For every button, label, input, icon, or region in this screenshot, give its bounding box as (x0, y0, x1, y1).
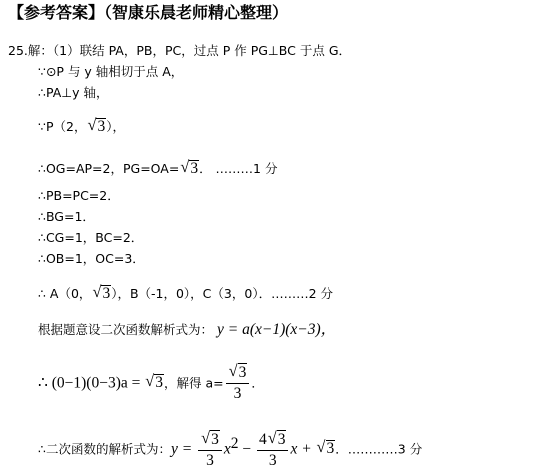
radicand: 3 (238, 364, 247, 381)
line-12 (38, 364, 264, 404)
line-4 (38, 118, 125, 135)
x-variable: x (223, 440, 231, 458)
line-9: ∴OB=1，OC=3． (38, 251, 145, 266)
radicand: 3 (155, 374, 163, 392)
line-10 (38, 285, 333, 302)
problem-number: 25.解： (8, 43, 53, 58)
radicand: 3 (211, 431, 219, 448)
sqrt-symbol (180, 160, 199, 177)
line-10-pre: ∴ A（0， (38, 286, 92, 301)
line-13 (38, 430, 422, 470)
line-7: ∴BG=1． (38, 209, 95, 224)
fraction (257, 430, 289, 470)
fraction (226, 363, 250, 403)
line-2: ∵⊙P 与 y 轴相切于点 A， (38, 64, 184, 79)
quadratic-form: y = a(x−1)(x−3)， (217, 321, 337, 338)
line-3: ∴PA⊥y 轴， (38, 85, 109, 100)
sqrt-symbol (201, 430, 220, 449)
minus-sign: − (238, 440, 255, 458)
line-12-post: ． (251, 375, 264, 391)
sqrt-symbol (92, 285, 111, 302)
coefficient: 4 (258, 431, 267, 448)
fraction (198, 430, 222, 470)
sqrt-symbol (268, 430, 287, 449)
line-4-post: ）， (106, 119, 125, 134)
line-1-text: （1）联结 PA，PB，PC，过点 P 作 PG⊥BC 于点 G． (52, 43, 352, 58)
radicand: 3 (102, 285, 111, 302)
radicand: 3 (326, 440, 335, 458)
x-plus: x + (290, 440, 316, 458)
line-8: ∴CG=1，BC=2． (38, 230, 144, 245)
sqrt-symbol (229, 363, 248, 382)
line-11 (38, 322, 336, 338)
denominator: 3 (206, 451, 214, 469)
line-5-pre: ∴OG=AP=2，PG=OA= (38, 161, 180, 176)
sqrt-symbol (145, 374, 164, 391)
line-13-pre: ∴二次函数的解析式为： (38, 441, 171, 457)
line-12-mid: ，解得 a= (164, 375, 224, 391)
line-4-pre: ∵P（2， (38, 119, 87, 134)
sqrt-symbol (87, 118, 106, 135)
exponent: 2 (230, 435, 239, 453)
radicand: 3 (190, 160, 199, 177)
line-6: ∴PB=PC=2． (38, 188, 120, 203)
line-10-post: ），B（-1，0），C（3，0）．………2 分 (111, 286, 333, 301)
y-equals: y = (170, 440, 197, 458)
denominator: 3 (268, 451, 277, 469)
page-title: 【参考答案】（智康乐晨老师精心整理） (8, 3, 289, 22)
score-note: ．…………3 分 (335, 441, 423, 457)
sqrt-symbol (317, 440, 336, 457)
line-11-text: 根据题意设二次函数解析式为： (38, 322, 214, 337)
denominator: 3 (233, 384, 242, 402)
line-5-post: ． ………1 分 (199, 161, 278, 176)
line-1 (8, 45, 351, 58)
radicand: 3 (277, 431, 286, 448)
radicand: 3 (97, 118, 106, 135)
line-5 (38, 160, 277, 177)
line-12-pre: ∴ (0−1)(0−3)a = (38, 374, 145, 392)
